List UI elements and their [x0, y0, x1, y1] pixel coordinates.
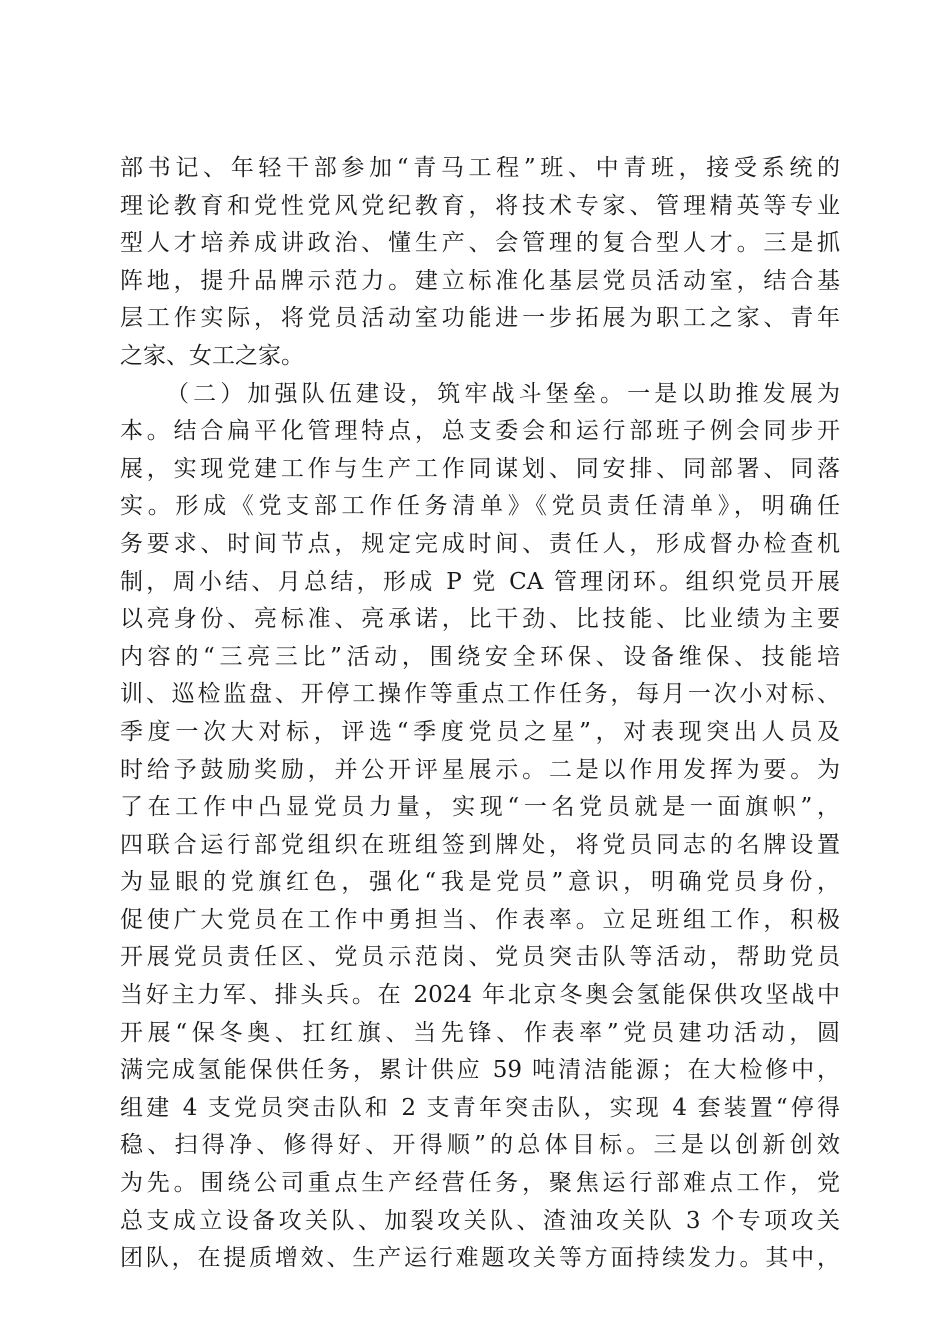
text-line: 满完成氢能保供任务，累计供应 59 吨清洁能源；在大检修中，	[120, 1057, 840, 1084]
text-line: 促使广大党员在工作中勇担当、作表率。立足班组工作，积极	[120, 906, 840, 933]
body-text	[120, 150, 840, 1278]
text-line: 务要求、时间节点，规定完成时间、责任人，形成督办检查机	[120, 530, 840, 557]
text-line: 总支成立设备攻关队、加裂攻关队、渣油攻关队 3 个专项攻关	[120, 1207, 840, 1234]
text-line: 内容的“三亮三比”活动，围绕安全环保、设备维保、技能培	[120, 643, 840, 670]
text-line: 为先。围绕公司重点生产经营任务，聚焦运行部难点工作，党	[120, 1170, 840, 1197]
text-line: 稳、扫得净、修得好、开得顺”的总体目标。三是以创新创效	[120, 1132, 840, 1159]
text-line: 层工作实际，将党员活动室功能进一步拓展为职工之家、青年	[120, 305, 840, 332]
text-line: 本。结合扁平化管理特点，总支委会和运行部班子例会同步开	[120, 418, 840, 445]
text-line: 开展党员责任区、党员示范岗、党员突击队等活动，帮助党员	[120, 944, 840, 971]
text-line: 训、巡检监盘、开停工操作等重点工作任务，每月一次小对标、	[120, 681, 840, 708]
text-line: 之家、女工之家。	[120, 342, 304, 369]
text-line: 展，实现党建工作与生产工作同谋划、同安排、同部署、同落	[120, 455, 840, 482]
text-line: 时给予鼓励奖励，并公开评星展示。二是以作用发挥为要。为	[120, 756, 840, 783]
text-line: 当好主力军、排头兵。在 2024 年北京冬奥会氢能保供攻坚战中	[120, 982, 840, 1009]
text-line: 季度一次大对标，评选“季度党员之星”，对表现突出人员及	[120, 718, 840, 745]
text-line: 理论教育和党性党风党纪教育，将技术专家、管理精英等专业	[120, 192, 840, 219]
text-line: 团队，在提质增效、生产运行难题攻关等方面持续发力。其中，	[120, 1245, 840, 1272]
text-line: 开展“保冬奥、扛红旗、当先锋、作表率”党员建功活动，圆	[120, 1019, 840, 1046]
text-line: 型人才培养成讲政治、懂生产、会管理的复合型人才。三是抓	[120, 230, 840, 257]
text-line: 阵地，提升品牌示范力。建立标准化基层党员活动室，结合基	[120, 267, 840, 294]
text-line: 部书记、年轻干部参加“青马工程”班、中青班，接受系统的	[120, 155, 840, 181]
text-line: 了在工作中凸显党员力量，实现“一名党员就是一面旗帜”，	[120, 794, 840, 821]
text-line: 以亮身份、亮标准、亮承诺，比干劲、比技能、比业绩为主要	[120, 606, 840, 633]
text-line: 为显眼的党旗红色，强化“我是党员”意识，明确党员身份，	[120, 869, 840, 896]
text-line: 四联合运行部党组织在班组签到牌处，将党员同志的名牌设置	[120, 831, 840, 858]
text-line: 制，周小结、月总结，形成 P 党 CA 管理闭环。组织党员开展	[120, 568, 840, 595]
text-line: （二）加强队伍建设，筑牢战斗堡垒。一是以助推发展为	[166, 380, 840, 407]
text-line: 实。形成《党支部工作任务清单》《党员责任清单》，明确任	[120, 493, 840, 520]
text-line: 组建 4 支党员突击队和 2 支青年突击队，实现 4 套装置“停得	[120, 1094, 840, 1121]
